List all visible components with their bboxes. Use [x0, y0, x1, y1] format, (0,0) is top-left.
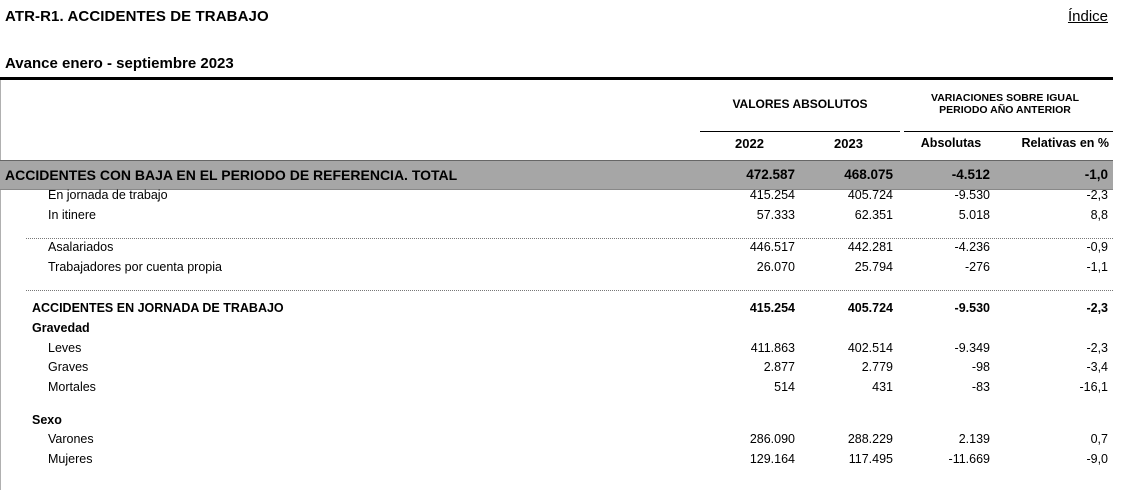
cell-rel: 0,7 — [1090, 432, 1108, 446]
table-row — [0, 341, 1113, 360]
cell-2023: 405.724 — [847, 188, 893, 202]
cell-2022: 57.333 — [756, 208, 795, 222]
page-subtitle: Avance enero - septiembre 2023 — [5, 55, 234, 72]
table-row — [0, 240, 1113, 259]
row-label: Trabajadores por cuenta propia — [48, 260, 222, 274]
cell-2023: 468.075 — [844, 167, 893, 182]
column-header-2022: 2022 — [735, 136, 764, 151]
cell-rel: -0,9 — [1086, 240, 1108, 254]
cell-2022: 286.090 — [749, 432, 795, 446]
table-row — [0, 452, 1113, 471]
column-header-relativas: Relativas en % — [1021, 136, 1109, 150]
cell-abs: -276 — [964, 260, 990, 274]
row-label: Mujeres — [48, 452, 93, 466]
cell-abs: -9.349 — [954, 341, 990, 355]
cell-2023: 2.779 — [861, 360, 893, 374]
cell-rel: -1,1 — [1086, 260, 1108, 274]
cell-2022: 415.254 — [749, 301, 795, 315]
column-header-absolutas: Absolutas — [920, 136, 982, 150]
group-header-variations — [904, 92, 1106, 116]
table-row-group — [0, 321, 1113, 340]
cell-rel: -3,4 — [1086, 360, 1108, 374]
table-row — [0, 432, 1113, 451]
group-rule-variations — [904, 131, 1113, 132]
row-label: En jornada de trabajo — [48, 188, 168, 202]
cell-abs: -4.512 — [951, 167, 990, 182]
row-label: Leves — [48, 341, 82, 355]
cell-rel: 8,8 — [1090, 208, 1108, 222]
cell-2023: 402.514 — [847, 341, 893, 355]
row-label: ACCIDENTES CON BAJA EN EL PERIODO DE REFERENCIA. TOTAL — [5, 167, 458, 183]
cell-rel: -2,3 — [1086, 341, 1108, 355]
cell-2022: 514 — [774, 380, 795, 394]
cell-rel: -16,1 — [1079, 380, 1108, 394]
index-link[interactable]: Índice — [1067, 8, 1108, 25]
cell-2023: 431 — [872, 380, 893, 394]
cell-abs: -4.236 — [954, 240, 990, 254]
row-label: Graves — [48, 360, 89, 374]
cell-rel: -2,3 — [1086, 301, 1108, 315]
column-header-2023: 2023 — [834, 136, 863, 151]
group-header-variations-line1: VARIACIONES SOBRE IGUAL — [931, 92, 1079, 104]
table-row-section — [0, 301, 1113, 320]
cell-abs: -9.530 — [954, 301, 990, 315]
table-row — [0, 360, 1113, 379]
cell-abs: 5.018 — [958, 208, 990, 222]
cell-abs: -98 — [971, 360, 990, 374]
cell-abs: -83 — [971, 380, 990, 394]
row-label: Mortales — [48, 380, 96, 394]
dotted-separator — [26, 238, 1113, 239]
table-row-total — [0, 167, 1113, 186]
cell-2023: 288.229 — [847, 432, 893, 446]
row-label: In itinere — [48, 208, 96, 222]
cell-rel: -1,0 — [1084, 167, 1108, 182]
group-header-variations-line2: PERIODO AÑO ANTERIOR — [939, 104, 1071, 116]
header-rule — [0, 77, 1113, 80]
cell-rel: -9,0 — [1086, 452, 1108, 466]
row-label: ACCIDENTES EN JORNADA DE TRABAJO — [32, 301, 284, 315]
cell-2023: 25.794 — [854, 260, 893, 274]
cell-2022: 2.877 — [763, 360, 795, 374]
cell-2022: 415.254 — [749, 188, 795, 202]
cell-2023: 117.495 — [848, 452, 893, 466]
cell-2022: 26.070 — [756, 260, 795, 274]
dotted-separator — [26, 290, 1113, 291]
cell-2022: 472.587 — [746, 167, 795, 182]
group-rule-absolute — [700, 131, 900, 132]
group-header-absolute: VALORES ABSOLUTOS — [732, 97, 868, 111]
cell-abs: 2.139 — [958, 432, 990, 446]
group-label-gravedad: Gravedad — [32, 321, 90, 335]
cell-2022: 411.863 — [750, 341, 795, 355]
table-row — [0, 260, 1113, 279]
row-label: Asalariados — [48, 240, 114, 254]
cell-rel: -2,3 — [1086, 188, 1108, 202]
page-title: ATR-R1. ACCIDENTES DE TRABAJO — [5, 8, 269, 25]
cell-2023: 442.281 — [847, 240, 893, 254]
cell-abs: -9.530 — [954, 188, 990, 202]
cell-abs: -11.669 — [948, 452, 990, 466]
cell-2023: 62.351 — [854, 208, 893, 222]
table-row — [0, 188, 1113, 207]
table-row-group — [0, 413, 1113, 432]
table-row — [0, 380, 1113, 399]
table-row — [0, 208, 1113, 227]
cell-2023: 405.724 — [847, 301, 893, 315]
cell-2022: 129.164 — [749, 452, 795, 466]
cell-2022: 446.517 — [749, 240, 795, 254]
group-label-sexo: Sexo — [32, 413, 62, 427]
row-label: Varones — [48, 432, 94, 446]
